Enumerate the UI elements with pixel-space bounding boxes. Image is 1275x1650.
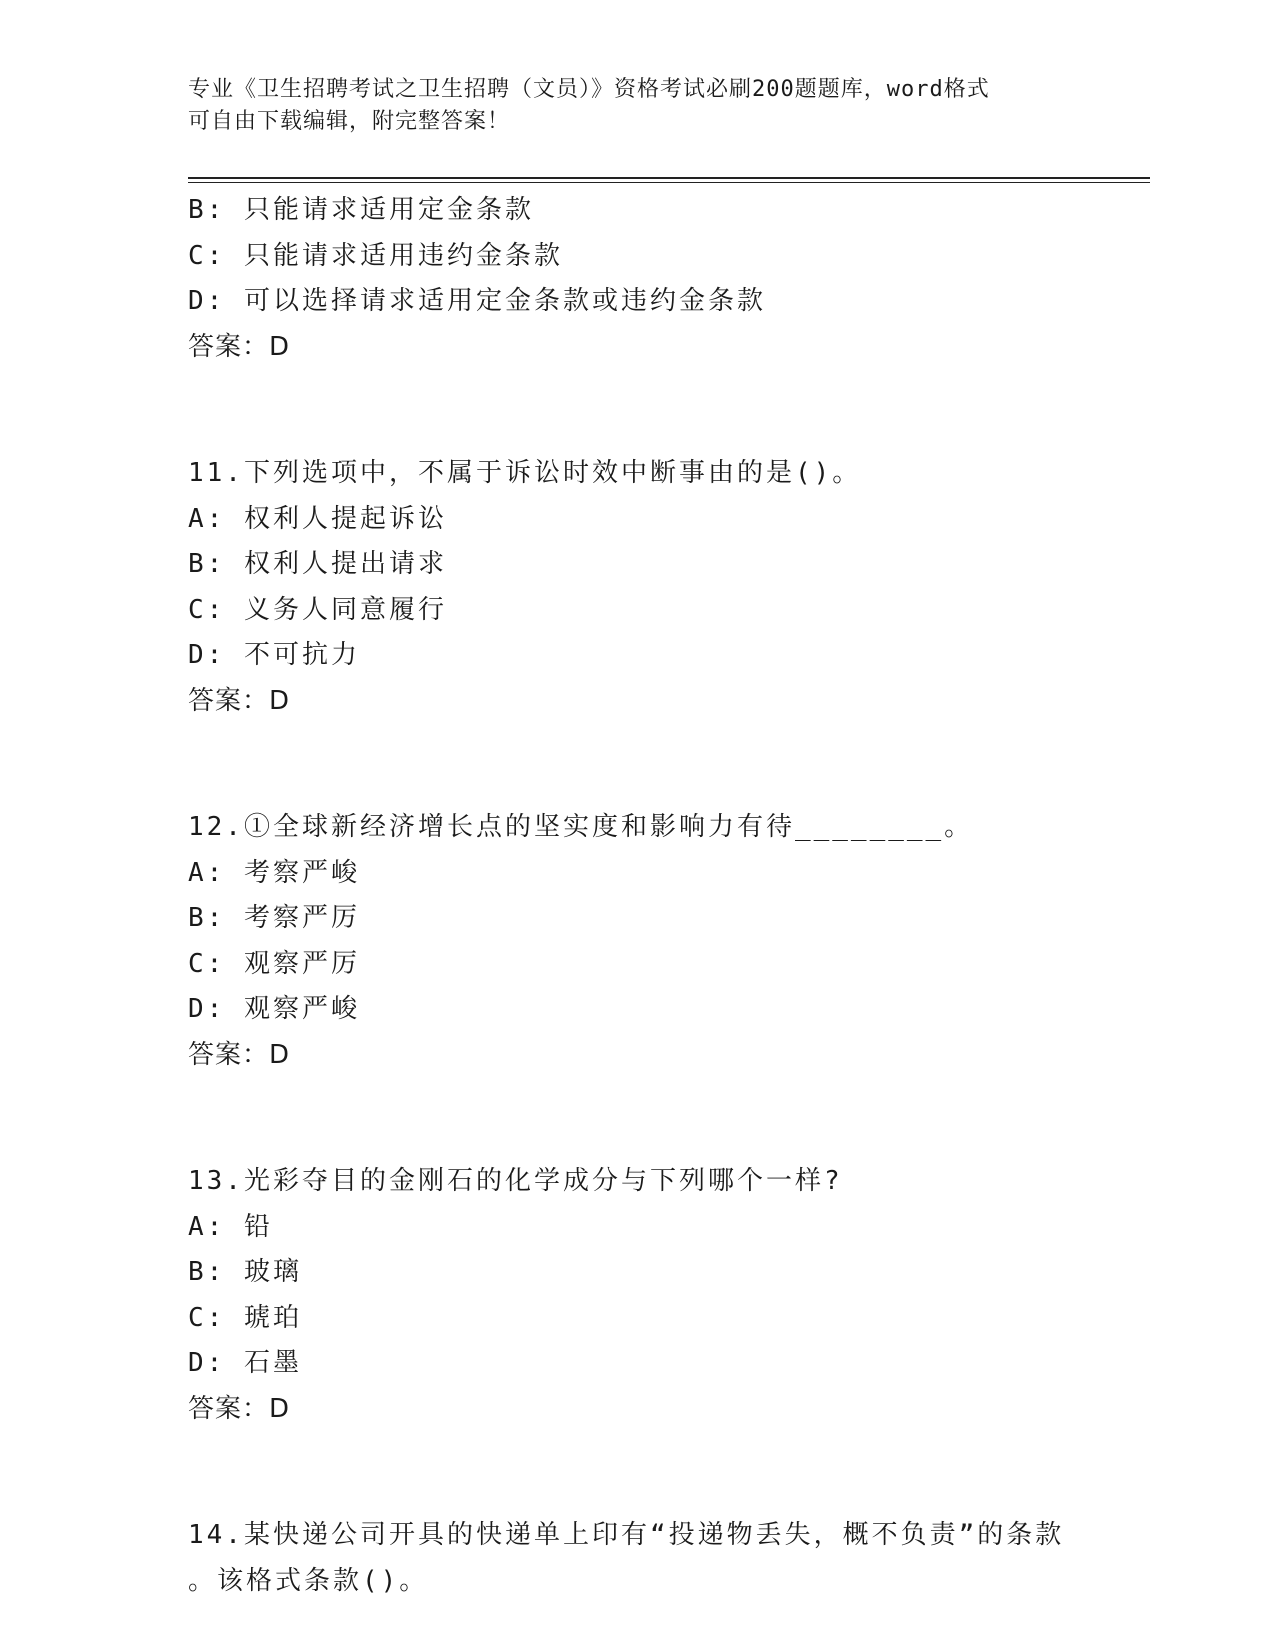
question-stem-line-2: 。该格式条款()。 [188, 1565, 429, 1596]
option-b: B: 权利人提出请求 [188, 549, 447, 579]
option-a: A: 铅 [188, 1211, 273, 1242]
question-list [188, 188, 1128, 1604]
question-stem: 13.光彩夺目的金刚石的化学成分与下列哪个一样? [188, 1166, 843, 1196]
question-11 [188, 451, 1128, 724]
option-b: B: 只能请求适用定金条款 [188, 195, 534, 225]
spacer [188, 1078, 1128, 1159]
option-d: D: 石墨 [188, 1348, 302, 1378]
header-divider-thick [188, 177, 1150, 179]
answer: 答案：D [188, 685, 291, 716]
option-a: A: 考察严峻 [188, 857, 360, 888]
answer: 答案：D [188, 1039, 291, 1070]
option-c: C: 只能请求适用违约金条款 [188, 240, 563, 271]
spacer [188, 370, 1128, 451]
option-c: C: 观察严厉 [188, 948, 360, 979]
option-a: A: 权利人提起诉讼 [188, 503, 447, 534]
option-c: C: 琥珀 [188, 1302, 302, 1333]
option-b: B: 考察严厉 [188, 903, 360, 933]
question-stem: 12.①全球新经济增长点的坚实度和影响力有待________。 [188, 812, 974, 842]
question-13 [188, 1159, 1128, 1432]
answer: 答案：D [188, 331, 291, 362]
question-stem-line-1: 14.某快递公司开具的快递单上印有“投递物丢失，概不负责”的条款 [188, 1520, 1065, 1550]
document-header [188, 74, 1088, 138]
question-12 [188, 805, 1128, 1078]
option-c: C: 义务人同意履行 [188, 594, 447, 625]
question-14 [188, 1513, 1128, 1604]
option-b: B: 玻璃 [188, 1257, 302, 1287]
spacer [188, 724, 1128, 805]
question-10 [188, 188, 1128, 370]
option-d: D: 可以选择请求适用定金条款或违约金条款 [188, 286, 766, 316]
answer: 答案：D [188, 1393, 291, 1424]
question-stem: 11.下列选项中，不属于诉讼时效中断事由的是()。 [188, 458, 862, 488]
option-d: D: 观察严峻 [188, 994, 360, 1024]
option-d: D: 不可抗力 [188, 640, 360, 670]
header-divider-thin [188, 182, 1150, 183]
header-title-line-2: 可自由下载编辑，附完整答案！ [188, 109, 511, 134]
spacer [188, 1432, 1128, 1513]
header-title-line-1: 专业《卫生招聘考试之卫生招聘（文员）》资格考试必刷200题题库，word格式 [188, 77, 990, 102]
